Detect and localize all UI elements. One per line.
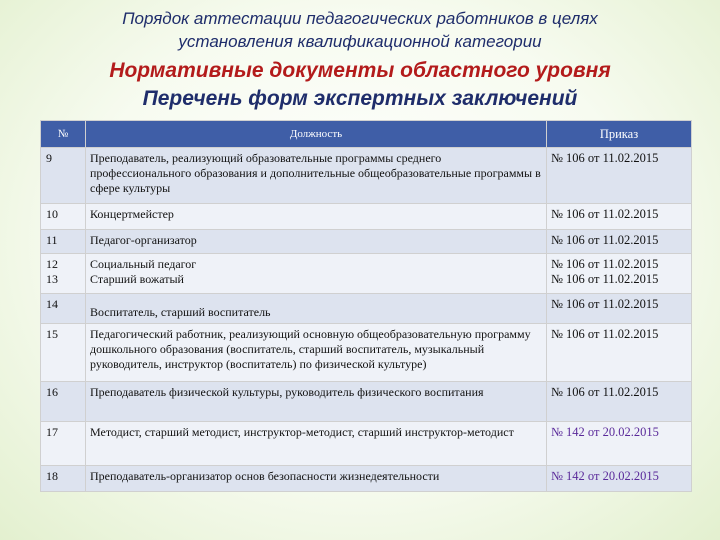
row-order: № 106 от 11.02.2015 <box>547 382 692 422</box>
subtitle-forms: Перечень форм экспертных заключений <box>142 87 578 110</box>
row-position: Педагогический работник, реализующий основную общеобразовательную программу дошкольного образования (воспитатель, старший воспитатель, музыкальный руководитель, инструктор (воспитатель) по физической культуре) <box>86 324 547 382</box>
row-num: 16 <box>41 382 86 422</box>
table-row <box>41 422 692 466</box>
row-num: 9 <box>41 148 86 204</box>
row-num <box>41 254 86 294</box>
table-row <box>41 230 692 254</box>
row-order: № 142 от 20.02.2015 <box>547 422 692 466</box>
col-header-num: № <box>41 121 86 148</box>
table-row <box>41 148 692 204</box>
row-order: № 106 от 11.02.2015 <box>547 204 692 230</box>
row-order-b: № 106 от 11.02.2015 <box>551 272 659 286</box>
row-order: № 106 от 11.02.2015 <box>547 294 692 324</box>
row-num-a: 12 <box>46 257 58 271</box>
row-order <box>547 254 692 294</box>
row-order: № 106 от 11.02.2015 <box>547 148 692 204</box>
subtitle-documents: Нормативные документы областного уровня <box>109 59 611 82</box>
row-order-a: № 106 от 11.02.2015 <box>551 257 659 271</box>
row-position-a: Социальный педагог <box>90 257 197 271</box>
col-header-order: Приказ <box>547 121 692 148</box>
row-position: Воспитатель, старший воспитатель <box>86 294 547 324</box>
table-row <box>41 254 692 294</box>
row-num: 11 <box>41 230 86 254</box>
row-num: 15 <box>41 324 86 382</box>
table-header-row <box>41 121 692 148</box>
table-row <box>41 382 692 422</box>
table-row <box>41 324 692 382</box>
row-num-b: 13 <box>46 272 58 286</box>
row-order: № 106 от 11.02.2015 <box>547 230 692 254</box>
row-num: 14 <box>41 294 86 324</box>
row-position: Концертмейстер <box>86 204 547 230</box>
table-row <box>41 204 692 230</box>
row-num: 10 <box>41 204 86 230</box>
row-order: № 106 от 11.02.2015 <box>547 324 692 382</box>
table-row <box>41 294 692 324</box>
col-header-position: Должность <box>86 121 547 148</box>
row-position: Педагог-организатор <box>86 230 547 254</box>
row-position-b: Старший вожатый <box>90 272 184 286</box>
title-line-1: Порядок аттестации педагогических работников в целях <box>122 9 598 28</box>
forms-table <box>40 120 692 492</box>
row-position: Преподаватель-организатор основ безопасности жизнедеятельности <box>86 466 547 492</box>
row-order: № 142 от 20.02.2015 <box>547 466 692 492</box>
table-row <box>41 466 692 492</box>
row-num: 18 <box>41 466 86 492</box>
title-line-2: установления квалификационной категории <box>178 32 542 51</box>
row-num: 17 <box>41 422 86 466</box>
row-position: Методист, старший методист, инструктор-методист, старший инструктор-методист <box>86 422 547 466</box>
row-position <box>86 254 547 294</box>
row-position: Преподаватель физической культуры, руководитель физического воспитания <box>86 382 547 422</box>
row-position: Преподаватель, реализующий образовательные программы среднего профессионального образования и дополнительные общеобразовательные программы в сфере культуры <box>86 148 547 204</box>
